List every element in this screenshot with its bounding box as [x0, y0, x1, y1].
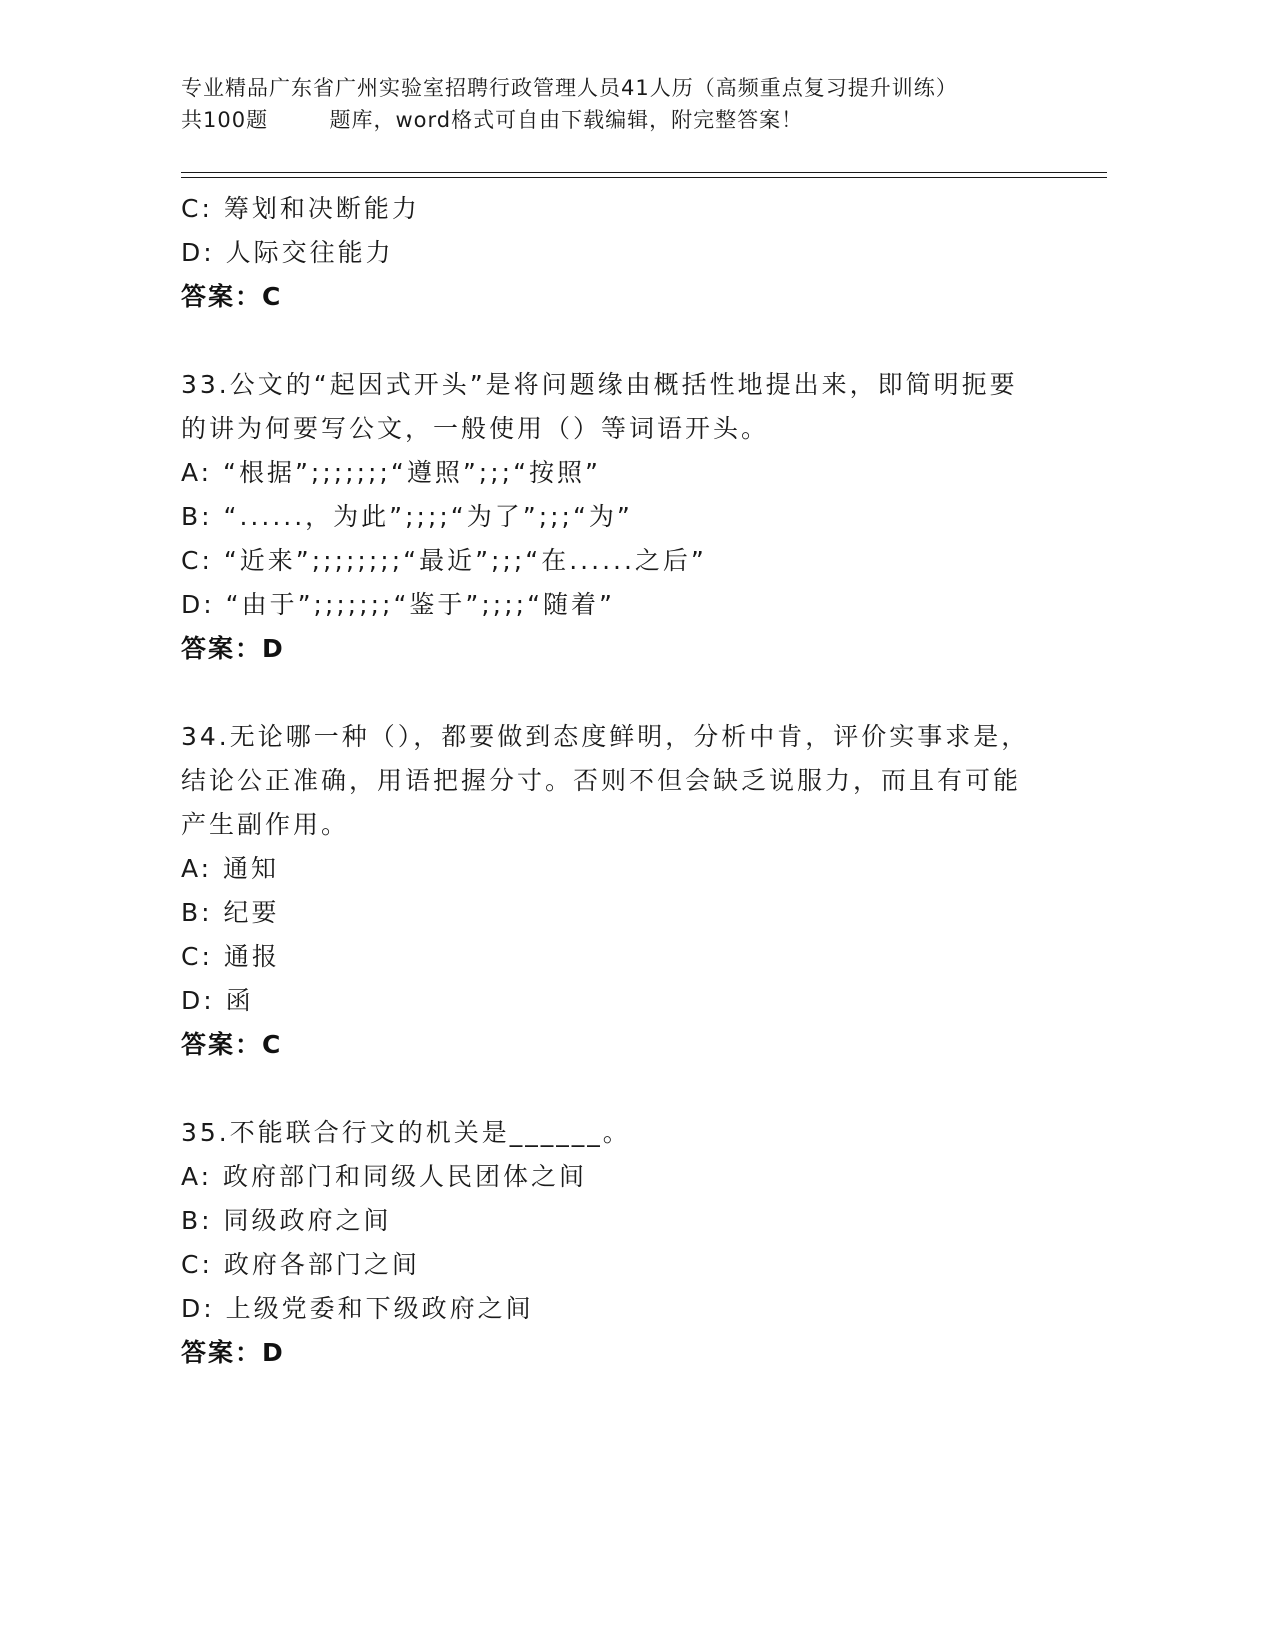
- question-content: [181, 187, 1061, 1375]
- question-stem: 34.无论哪一种（），都要做到态度鲜明，分析中肯，评价实事求是，: [181, 722, 1030, 751]
- question-33: [181, 363, 1061, 671]
- option-c: C: 政府各部门之间: [181, 1250, 420, 1279]
- question-stem: 产生副作用。: [181, 810, 350, 839]
- option-a: A: 政府部门和同级人民团体之间: [181, 1162, 588, 1191]
- answer-label: 答案：D: [181, 1338, 285, 1367]
- question-32-tail: [181, 187, 1061, 319]
- answer-label: 答案：D: [181, 634, 285, 663]
- option-a: A: 通知: [181, 854, 280, 883]
- question-gap: [181, 671, 1061, 715]
- option-d: D: 上级党委和下级政府之间: [181, 1294, 534, 1323]
- option-d: D: 函: [181, 986, 254, 1015]
- option-c: C: 通报: [181, 942, 280, 971]
- question-35: [181, 1111, 1061, 1375]
- header-subtitle-line: 共100题 题库，word格式可自由下载编辑，附完整答案！: [181, 108, 804, 132]
- option-d: D: “由于”;;;;;;;“鉴于”;;;;“随着”: [181, 590, 615, 619]
- option-b: B: “......，为此”;;;;“为了”;;;“为”: [181, 502, 633, 531]
- question-stem: 结论公正准确，用语把握分寸。否则不但会缺乏说服力，而且有可能: [181, 766, 1022, 795]
- question-gap: [181, 319, 1061, 363]
- answer-label: 答案：C: [181, 1030, 283, 1059]
- option-d: D: 人际交往能力: [181, 238, 394, 267]
- header-rule-top: [181, 172, 1107, 173]
- document-header: [181, 72, 1111, 136]
- question-stem: 35.不能联合行文的机关是______。: [181, 1118, 631, 1147]
- option-c: C: “近来”;;;;;;;;“最近”;;;“在......之后”: [181, 546, 707, 575]
- question-stem: 的讲为何要写公文，一般使用（）等词语开头。: [181, 414, 770, 443]
- answer-label: 答案：C: [181, 282, 283, 311]
- option-a: A: “根据”;;;;;;;“遵照”;;;“按照”: [181, 458, 601, 487]
- option-b: B: 纪要: [181, 898, 280, 927]
- question-34: [181, 715, 1061, 1067]
- question-gap: [181, 1067, 1061, 1111]
- header-rule-bottom: [181, 177, 1107, 178]
- option-b: B: 同级政府之间: [181, 1206, 392, 1235]
- header-title-line: 专业精品广东省广州实验室招聘行政管理人员41人历（高频重点复习提升训练）: [181, 76, 958, 100]
- option-c: C: 筹划和决断能力: [181, 194, 420, 223]
- question-stem: 33.公文的“起因式开头”是将问题缘由概括性地提出来，即简明扼要: [181, 370, 1018, 399]
